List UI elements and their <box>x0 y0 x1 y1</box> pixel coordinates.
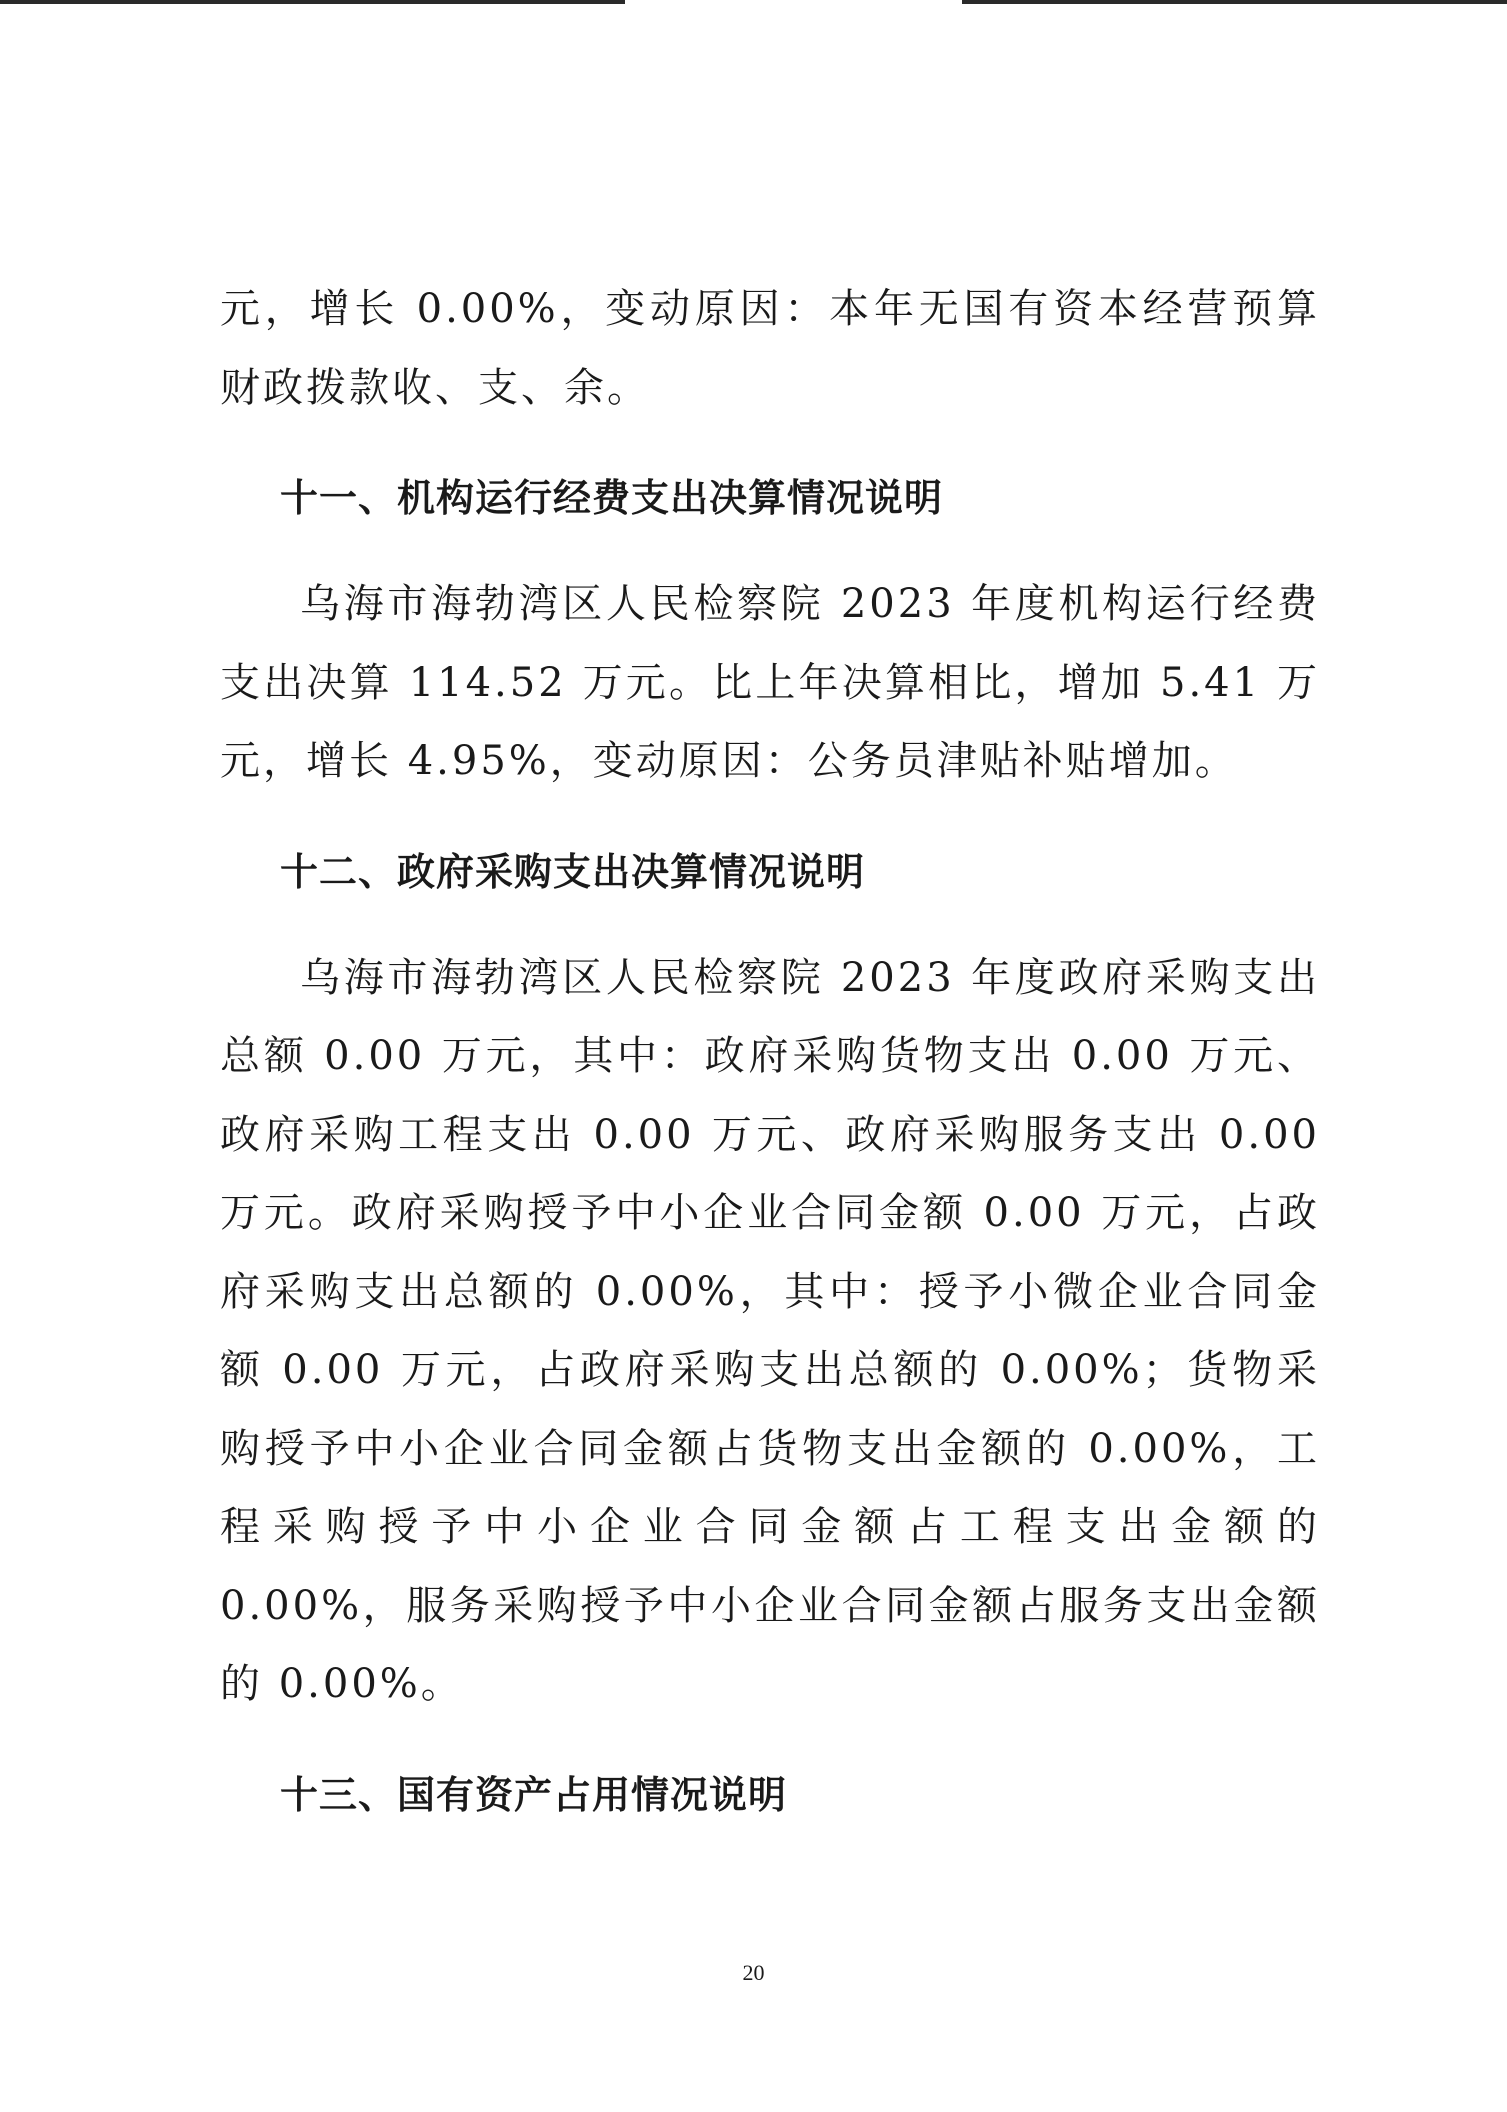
section-heading-13: 十三、国有资产占用情况说明 <box>280 1772 788 1817</box>
continuation-paragraph: 元，增长 0.00%，变动原因：本年无国有资本经营预算财政拨款收、支、余。 <box>220 286 1320 411</box>
section-heading-12: 十二、政府采购支出决算情况说明 <box>280 849 866 894</box>
section-paragraph-12: 乌海市海勃湾区人民检察院 2023 年度政府采购支出总额 0.00 万元，其中：政府采购货物支出 0.00 万元、政府采购工程支出 0.00 万元、政府采购服务支出 0.00 万元。政府采购授予中小企业合同金额 0.00 万元，占政府采购支出总额的 0.00%，其中：授予小微企业合同金额 0.00 万元，占政府采购支出总额的 0.00%；货物采购授予中小企业合同金额占货物支出金额的 0.00%，工程采购授予中小企业合同金额占工程支出金额的 0.00%，服务采购授予中小企业合同金额占服务支出金额的 0.00%。 <box>220 954 1320 1707</box>
section-paragraph-11: 乌海市海勃湾区人民检察院 2023 年度机构运行经费支出决算 114.52 万元。比上年决算相比，增加 5.41 万元，增长 4.95%，变动原因：公务员津贴补贴增加。 <box>220 581 1320 784</box>
page-content <box>220 270 1320 1834</box>
section-heading-11: 十一、机构运行经费支出决算情况说明 <box>280 476 944 520</box>
page-number: 20 <box>742 1960 765 1985</box>
scan-edge-left <box>0 0 625 4</box>
scan-edge-right <box>962 0 1507 4</box>
